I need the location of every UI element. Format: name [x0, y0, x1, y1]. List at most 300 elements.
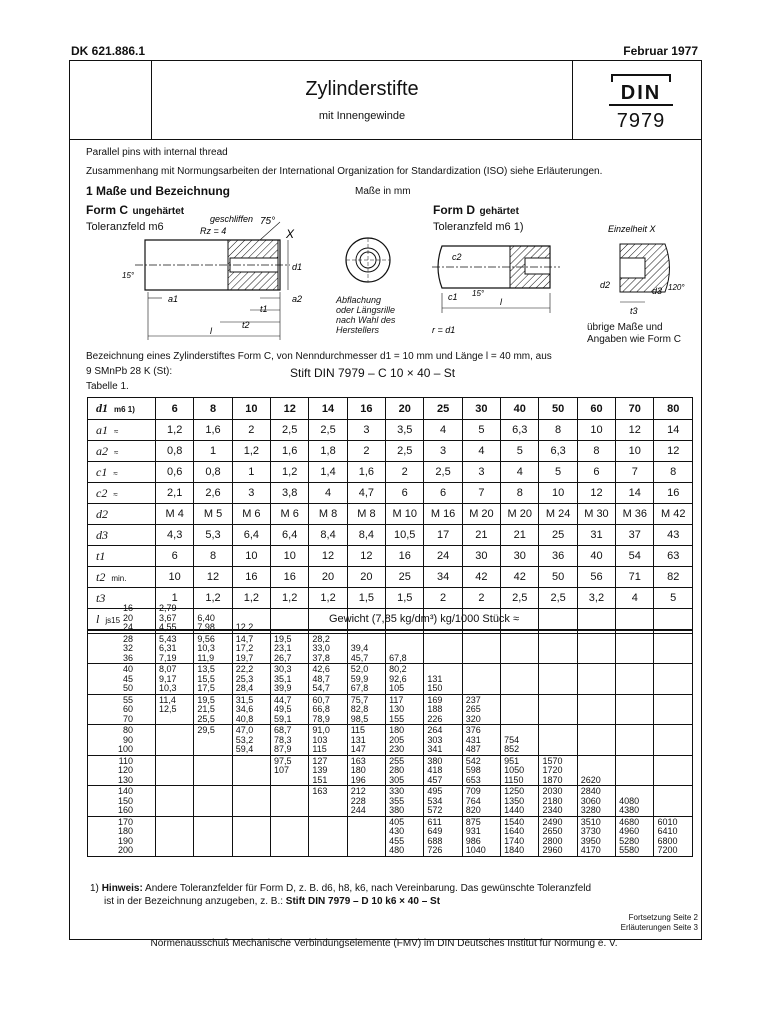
detail-label: Einzelheit X: [608, 224, 656, 234]
row-label-a2: a2 ≈: [88, 441, 156, 462]
form-c-title: Form C ungehärtet: [86, 203, 185, 217]
weight-cell: 1540 1640 1740 1840: [501, 816, 539, 856]
dimension-cell: 3,2: [577, 588, 615, 609]
dimension-cell: 8,4: [347, 525, 385, 546]
weight-cell: [654, 725, 693, 756]
row-label-t2: t2 min.: [88, 567, 156, 588]
form-d-drawing: [430, 238, 570, 338]
dimension-cell: M 10: [386, 504, 424, 525]
issue-date: Februar 1977: [623, 44, 698, 58]
weight-cell: 19,5 23,1 26,7: [271, 633, 309, 664]
weight-cell: 542 598 653: [462, 755, 500, 786]
dimension-cell: 17: [424, 525, 462, 546]
weight-cell: 131 150: [424, 664, 462, 695]
diameter-header: 16: [347, 398, 385, 420]
dimension-cell: M 16: [424, 504, 462, 525]
dimension-cell: M 20: [501, 504, 539, 525]
dimension-cell: 21: [501, 525, 539, 546]
dimension-cell: 25: [386, 567, 424, 588]
footnote: 1) Hinweis: Andere Toleranzfelder für Form D, z. B. d6, h8, k6, nach Vereinbarung. Das gewünschte Toleranzfeld ist in der Bezeichnung anzugeben, z. B.: Stift DIN 7979 – D 10 k6 × 40 – St: [90, 883, 592, 907]
dimension-cell: 20: [347, 567, 385, 588]
length-group: 110 120 130: [88, 755, 156, 786]
weight-cell: [539, 603, 577, 633]
weight-cell: [577, 633, 615, 664]
dimension-cell: 2,6: [194, 483, 232, 504]
weight-cell: 6,40 7,98: [194, 603, 232, 633]
dimension-cell: 1,6: [271, 441, 309, 462]
weight-cell: [194, 786, 232, 817]
label-120: 120°: [668, 283, 685, 292]
dimension-cell: M 6: [271, 504, 309, 525]
dimension-cell: 10: [156, 567, 194, 588]
length-group: 55 60 70: [88, 694, 156, 725]
dimension-cell: 40: [577, 546, 615, 567]
dimension-cell: 3: [347, 420, 385, 441]
designation-line1: Bezeichnung eines Zylinderstiftes Form C, von Nenndurchmesser d1 = 10 mm und Länge l = 40 mm, aus: [86, 351, 552, 362]
dimension-cell: 16: [271, 567, 309, 588]
form-c-drawing: [110, 212, 320, 342]
weight-cell: 30,3 35,1 39,9: [271, 664, 309, 695]
dimension-cell: 3: [462, 462, 500, 483]
weight-cell: 4680 4960 5280 5580: [616, 816, 654, 856]
weight-cell: 1250 1350 1440: [501, 786, 539, 817]
dimension-cell: 25: [539, 525, 577, 546]
dimension-cell: M 5: [194, 504, 232, 525]
weight-cell: 42,6 48,7 54,7: [309, 664, 347, 695]
dimension-cell: 1,2: [232, 588, 270, 609]
dimension-cell: 8: [654, 462, 693, 483]
weight-cell: [539, 633, 577, 664]
dimension-cell: 31: [577, 525, 615, 546]
weight-cell: [539, 664, 577, 695]
iso-note: Zusammenhang mit Normungsarbeiten der International Organization for Standardization (ISO) siehe Erläuterungen.: [86, 166, 603, 177]
dimension-cell: 3: [424, 441, 462, 462]
dimension-cell: 6,4: [232, 525, 270, 546]
dimension-cell: 8: [539, 420, 577, 441]
din-number: 7979: [616, 110, 666, 132]
dimension-cell: 8,4: [309, 525, 347, 546]
dimension-cell: 16: [232, 567, 270, 588]
dimension-cell: 8: [501, 483, 539, 504]
dimension-cell: 42: [501, 567, 539, 588]
dimension-cell: 6,3: [501, 420, 539, 441]
row-label-c1: c1 ≈: [88, 462, 156, 483]
dimension-cell: 10,5: [386, 525, 424, 546]
weight-cell: 212 228 244: [347, 786, 385, 817]
label-c2: c2: [452, 252, 462, 262]
weight-cell: [501, 603, 539, 633]
weight-cell: [156, 725, 194, 756]
dimension-cell: 4: [424, 420, 462, 441]
row-label-t1: t1: [88, 546, 156, 567]
dimension-cell: 2: [386, 462, 424, 483]
dimension-cell: 30: [501, 546, 539, 567]
label-x: X: [286, 227, 295, 241]
weight-cell: 495 534 572: [424, 786, 462, 817]
weight-cell: 5,43 6,31 7,19: [156, 633, 194, 664]
weight-cell: [271, 816, 309, 856]
dimension-cell: 10: [616, 441, 654, 462]
dimension-cell: 14: [616, 483, 654, 504]
label-d3: d3: [652, 286, 663, 296]
label-t1: t1: [260, 304, 268, 314]
dimension-cell: 2,5: [386, 441, 424, 462]
diameter-header: 40: [501, 398, 539, 420]
row-label-t3: t3: [88, 588, 156, 609]
weight-cell: [577, 664, 615, 695]
weight-cell: 117 130 155: [386, 694, 424, 725]
dimension-cell: 71: [616, 567, 654, 588]
diameter-header: 12: [271, 398, 309, 420]
weight-cell: 169 188 226: [424, 694, 462, 725]
dimension-cell: 21: [462, 525, 500, 546]
dimension-cell: 16: [654, 483, 693, 504]
diameter-header: 8: [194, 398, 232, 420]
label-t2: t2: [242, 320, 250, 330]
dimension-cell: 36: [539, 546, 577, 567]
weight-cell: 875 931 986 1040: [462, 816, 500, 856]
end-view-note: Abflachung oder Längsrille nach Wahl des Herstellers: [336, 295, 396, 335]
dimension-cell: 54: [616, 546, 654, 567]
weight-cell: [616, 755, 654, 786]
dimension-cell: 8: [577, 441, 615, 462]
units-note: Maße in mm: [355, 186, 411, 197]
dimension-cell: 6,3: [539, 441, 577, 462]
label-a1: a1: [168, 294, 179, 304]
dimension-cell: 34: [424, 567, 462, 588]
dimension-cell: 1,5: [347, 588, 385, 609]
length-group: 16 20 24: [88, 603, 156, 633]
weight-cell: 2840 3060 3280: [577, 786, 615, 817]
label-dl: l: [500, 297, 502, 307]
dimension-cell: M 42: [654, 504, 693, 525]
weight-cell: 264 303 341: [424, 725, 462, 756]
page-footer: Normenausschuß Mechanische Verbindungselemente (FMV) im DIN Deutsches Institut für Normung e. V.: [150, 938, 618, 949]
label-rz: Rz = 4: [200, 226, 227, 236]
length-group: 170 180 190 200: [88, 816, 156, 856]
dimension-cell: 2: [347, 441, 385, 462]
weight-cell: 2,79 3,67 4,55: [156, 603, 194, 633]
weight-cell: [654, 786, 693, 817]
weight-cell: 2030 2180 2340: [539, 786, 577, 817]
english-title: Parallel pins with internal thread: [86, 147, 228, 158]
weight-cell: [654, 633, 693, 664]
weight-cell: [347, 816, 385, 856]
weight-cell: 709 764 820: [462, 786, 500, 817]
weight-cell: 163: [309, 786, 347, 817]
weight-cell: [156, 816, 194, 856]
weight-cell: [616, 694, 654, 725]
weight-cell: 28,2 33,0 37,8: [309, 633, 347, 664]
row-label-a1: a1 ≈: [88, 420, 156, 441]
dimension-cell: 2,5: [501, 588, 539, 609]
weight-table: [87, 603, 693, 857]
dimension-cell: 6: [424, 483, 462, 504]
weight-cell: [156, 786, 194, 817]
weight-cell: [271, 786, 309, 817]
dimension-cell: M 8: [309, 504, 347, 525]
dimension-cell: 5: [539, 462, 577, 483]
dimension-cell: 10: [539, 483, 577, 504]
weight-cell: 405 430 455 480: [386, 816, 424, 856]
weight-cell: [616, 603, 654, 633]
weight-cell: 60,7 66,8 78,9: [309, 694, 347, 725]
weight-cell: 67,8: [386, 633, 424, 664]
label-d2: d2: [600, 280, 611, 290]
continuation-note: Fortsetzung Seite 2 Erläuterungen Seite 3: [620, 913, 698, 932]
form-d-tolerance: Toleranzfeld m6 1): [433, 221, 524, 233]
dimension-cell: 6: [386, 483, 424, 504]
dimension-cell: 4: [616, 588, 654, 609]
dimension-cell: 1,6: [194, 420, 232, 441]
weight-row-label: l js15: [88, 609, 156, 631]
diameter-header: 25: [424, 398, 462, 420]
weight-cell: 3510 3730 3950 4170: [577, 816, 615, 856]
form-d-title: Form D gehärtet: [433, 203, 519, 217]
dimension-cell: 16: [386, 546, 424, 567]
dimension-cell: 12: [654, 441, 693, 462]
dimension-cell: M 8: [347, 504, 385, 525]
length-group: 40 45 50: [88, 664, 156, 695]
label-l: l: [210, 326, 212, 336]
weight-cell: [271, 603, 309, 633]
dimension-cell: 8: [194, 546, 232, 567]
weight-cell: 29,5: [194, 725, 232, 756]
dimension-cell: 1,2: [194, 588, 232, 609]
weight-cell: 68,7 78,3 87,9: [271, 725, 309, 756]
diameter-header: 60: [577, 398, 615, 420]
dimension-cell: M 36: [616, 504, 654, 525]
dimension-cell: 56: [577, 567, 615, 588]
dimension-cell: 6,4: [271, 525, 309, 546]
dimension-cell: 7: [616, 462, 654, 483]
weight-cell: [654, 694, 693, 725]
dimension-cell: 1: [194, 441, 232, 462]
weight-cell: [232, 816, 270, 856]
label-c1: c1: [448, 292, 458, 302]
dimension-cell: 20: [309, 567, 347, 588]
weight-cell: [654, 603, 693, 633]
table-label: Tabelle 1.: [86, 381, 129, 392]
label-d15: 15°: [472, 289, 485, 298]
weight-cell: [194, 816, 232, 856]
weight-cell: [654, 755, 693, 786]
dimension-cell: 14: [654, 420, 693, 441]
dimension-cell: 5: [654, 588, 693, 609]
weight-cell: 611 649 688 726: [424, 816, 462, 856]
dimension-cell: 3,5: [386, 420, 424, 441]
weight-cell: 255 280 305: [386, 755, 424, 786]
dimension-cell: M 30: [577, 504, 615, 525]
weight-cell: 376 431 487: [462, 725, 500, 756]
weight-cell: 237 265 320: [462, 694, 500, 725]
weight-cell: [424, 603, 462, 633]
diameter-header: 30: [462, 398, 500, 420]
dimension-cell: 2: [462, 588, 500, 609]
weight-cell: 1570 1720 1870: [539, 755, 577, 786]
row-label-c2: c2 ≈: [88, 483, 156, 504]
label-ground: geschliffen: [210, 214, 254, 224]
dimension-cell: 3,8: [271, 483, 309, 504]
diameter-header: 70: [616, 398, 654, 420]
dimension-cell: 6: [156, 546, 194, 567]
weight-cell: [462, 664, 500, 695]
weight-cell: 127 139 151: [309, 755, 347, 786]
dimension-cell: M 24: [539, 504, 577, 525]
weight-cell: 97,5 107: [271, 755, 309, 786]
weight-cell: [501, 694, 539, 725]
dimension-cell: 37: [616, 525, 654, 546]
din-logo: [609, 74, 673, 133]
weight-cell: [462, 633, 500, 664]
weight-cell: [232, 786, 270, 817]
weight-cell: 12,2: [232, 603, 270, 633]
weight-cell: [194, 755, 232, 786]
section-heading: 1 Maße und Bezeichnung: [86, 184, 231, 198]
dimension-cell: M 4: [156, 504, 194, 525]
dimension-cell: 12: [577, 483, 615, 504]
dimension-cell: 4: [309, 483, 347, 504]
weight-cell: 163 180 196: [347, 755, 385, 786]
dimension-cell: 3: [232, 483, 270, 504]
weight-cell: 4080 4380: [616, 786, 654, 817]
weight-cell: [539, 694, 577, 725]
title-block: [69, 60, 702, 140]
designation-line2: 9 SMnPb 28 K (St):: [86, 366, 173, 377]
weight-cell: [616, 725, 654, 756]
dimension-cell: 1,2: [271, 462, 309, 483]
dimension-cell: 30: [462, 546, 500, 567]
weight-cell: [232, 755, 270, 786]
weight-cell: 91,0 103 115: [309, 725, 347, 756]
weight-heading: Gewicht (7,85 kg/dm³) kg/1000 Stück ≈: [156, 609, 693, 631]
detail-note: übrige Maße und Angaben wie Form C: [587, 322, 681, 345]
dimension-cell: 0,8: [156, 441, 194, 462]
label-r: r = d1: [432, 325, 456, 335]
dimension-cell: 2,5: [271, 420, 309, 441]
dimension-cell: 5,3: [194, 525, 232, 546]
dimension-cell: 10: [577, 420, 615, 441]
diameter-header: 80: [654, 398, 693, 420]
weight-cell: [309, 816, 347, 856]
dk-number: DK 621.886.1: [71, 44, 146, 58]
dimension-cell: 10: [271, 546, 309, 567]
weight-cell: 52,0 59,9 67,8: [347, 664, 385, 695]
dimension-cell: 12: [194, 567, 232, 588]
label-15: 15°: [122, 271, 135, 280]
weight-cell: 8,07 9,17 10,3: [156, 664, 194, 695]
row-label-d2: d2: [88, 504, 156, 525]
dimension-cell: 12: [309, 546, 347, 567]
dimension-cell: 4: [501, 462, 539, 483]
weight-cell: [616, 664, 654, 695]
dimension-cell: 7: [462, 483, 500, 504]
weight-cell: 47,0 53,2 59,4: [232, 725, 270, 756]
weight-cell: [577, 603, 615, 633]
dimension-cell: 1: [232, 462, 270, 483]
header-d1: d1 m6 1): [88, 398, 156, 420]
weight-cell: 44,7 49,5 59,1: [271, 694, 309, 725]
dimension-cell: 2,5: [539, 588, 577, 609]
dimension-cell: 1,2: [232, 441, 270, 462]
label-t3: t3: [630, 306, 638, 316]
detail-x-drawing: [590, 218, 700, 328]
weight-cell: 2620: [577, 755, 615, 786]
dimension-cell: 63: [654, 546, 693, 567]
weight-cell: 11,4 12,5: [156, 694, 194, 725]
dimension-cell: 1: [156, 588, 194, 609]
diameter-header: 6: [156, 398, 194, 420]
dimension-cell: 12: [347, 546, 385, 567]
weight-cell: 31,5 34,6 40,8: [232, 694, 270, 725]
dimension-cell: M 6: [232, 504, 270, 525]
dimension-cell: 2,1: [156, 483, 194, 504]
dimension-cell: 1,6: [347, 462, 385, 483]
document-subtitle: mit Innengewinde: [318, 110, 406, 122]
dimension-cell: 6: [577, 462, 615, 483]
weight-cell: 754 852: [501, 725, 539, 756]
dimension-cell: 1,2: [271, 588, 309, 609]
dimension-cell: 0,8: [194, 462, 232, 483]
weight-cell: 39,4 45,7: [347, 633, 385, 664]
designation-code: Stift DIN 7979 – C 10 × 40 – St: [290, 366, 456, 380]
weight-cell: 9,56 10,3 11,9: [194, 633, 232, 664]
weight-cell: 80,2 92,6 105: [386, 664, 424, 695]
diameter-header: 10: [232, 398, 270, 420]
weight-cell: [501, 664, 539, 695]
dimension-cell: 50: [539, 567, 577, 588]
dimension-cell: 1,4: [309, 462, 347, 483]
dimension-cell: 4,7: [347, 483, 385, 504]
dimension-cell: 42: [462, 567, 500, 588]
dimension-cell: 12: [616, 420, 654, 441]
dimension-cell: 1,5: [386, 588, 424, 609]
dimension-cell: 5: [462, 420, 500, 441]
weight-cell: 75,7 82,8 98,5: [347, 694, 385, 725]
dimension-cell: 24: [424, 546, 462, 567]
diameter-header: 20: [386, 398, 424, 420]
weight-cell: 22,2 25,3 28,4: [232, 664, 270, 695]
weight-cell: 14,7 17,2 19,7: [232, 633, 270, 664]
label-a2: a2: [292, 294, 303, 304]
weight-cell: [156, 755, 194, 786]
diameter-header: 14: [309, 398, 347, 420]
weight-cell: [347, 603, 385, 633]
weight-cell: [654, 664, 693, 695]
weight-cell: 2490 2650 2800 2960: [539, 816, 577, 856]
dimension-cell: 2: [424, 588, 462, 609]
document-title: Zylinderstifte: [305, 78, 419, 100]
row-label-d3: d3: [88, 525, 156, 546]
dimension-cell: 4,3: [156, 525, 194, 546]
weight-cell: [462, 603, 500, 633]
din-word: DIN: [609, 82, 673, 106]
length-group: 80 90 100: [88, 725, 156, 756]
dimension-cell: 82: [654, 567, 693, 588]
dimension-cell: 43: [654, 525, 693, 546]
dimension-cell: 0,6: [156, 462, 194, 483]
dimension-table: [87, 397, 693, 631]
weight-cell: [309, 603, 347, 633]
dimension-cell: 2,5: [309, 420, 347, 441]
weight-cell: [539, 725, 577, 756]
weight-cell: [386, 603, 424, 633]
weight-cell: 330 355 380: [386, 786, 424, 817]
weight-cell: 180 205 230: [386, 725, 424, 756]
weight-cell: 115 131 147: [347, 725, 385, 756]
dimension-cell: 1,8: [309, 441, 347, 462]
end-view-drawing: [338, 236, 408, 286]
